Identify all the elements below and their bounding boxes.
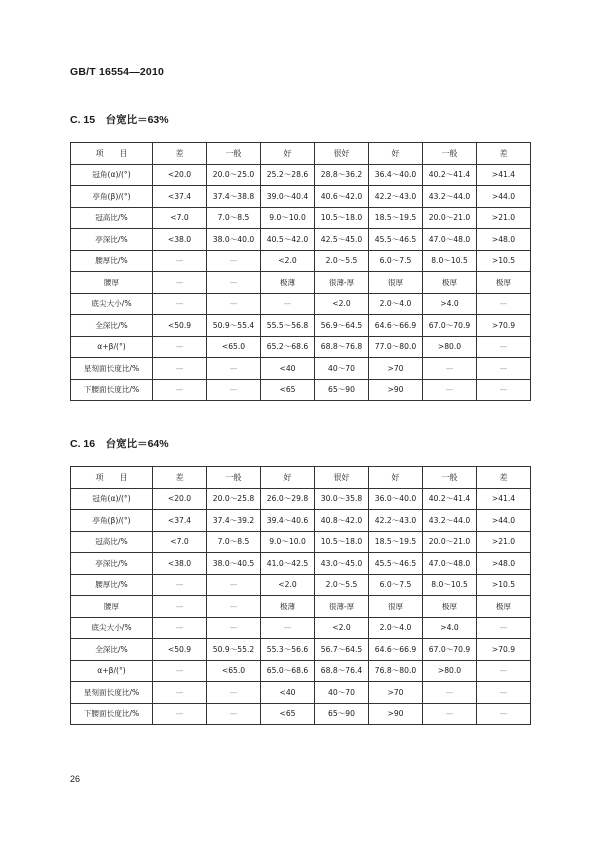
table-row [71, 229, 531, 251]
table-cell: 9.0～10.0 [261, 207, 315, 229]
row-label: 冠角(α)/(°) [71, 488, 153, 510]
table-row [71, 186, 531, 208]
table-row [71, 315, 531, 337]
table-row [71, 703, 531, 725]
table-cell: 6.0～7.5 [369, 250, 423, 272]
table-cell: >44.0 [477, 186, 531, 208]
column-header-item: 项 目 [71, 143, 153, 165]
table-row [71, 510, 531, 532]
table-cell: 40～70 [315, 682, 369, 704]
section-title-c16: C. 16 台宽比＝64% [70, 438, 169, 450]
column-header-grade: 好 [261, 143, 315, 165]
table-cell: <40 [261, 358, 315, 380]
row-label: 腰厚 [71, 272, 153, 294]
table-cell: 39.0～40.4 [261, 186, 315, 208]
column-header-grade: 好 [261, 467, 315, 489]
table-header-row [71, 467, 531, 489]
table-cell: 极薄 [261, 272, 315, 294]
table-cell: — [207, 293, 261, 315]
table-cell: 50.9～55.4 [207, 315, 261, 337]
table-cell: 37.4～38.8 [207, 186, 261, 208]
table-cell: 47.0～48.0 [423, 553, 477, 575]
table-cell: <37.4 [153, 510, 207, 532]
table-cell: <65 [261, 379, 315, 401]
column-header-grade: 差 [477, 143, 531, 165]
table-cell: — [207, 358, 261, 380]
table-cell: 很薄-厚 [315, 272, 369, 294]
table-cell: 26.0～29.8 [261, 488, 315, 510]
table-cell: — [153, 379, 207, 401]
table-cell: >80.0 [423, 336, 477, 358]
table-cell: <65 [261, 703, 315, 725]
row-label: 亭深比/% [71, 553, 153, 575]
table-row [71, 207, 531, 229]
table-cell: — [423, 682, 477, 704]
table-cell: <38.0 [153, 553, 207, 575]
table-cell: — [153, 617, 207, 639]
row-label: α+β/(°) [71, 336, 153, 358]
table-cell: 42.5～45.0 [315, 229, 369, 251]
table-cell: 37.4～39.2 [207, 510, 261, 532]
table-cell: 20.0～25.8 [207, 488, 261, 510]
row-label: 全深比/% [71, 315, 153, 337]
table-cell: 18.5～19.5 [369, 207, 423, 229]
table-cell: >41.4 [477, 164, 531, 186]
table-cell: 65～90 [315, 703, 369, 725]
table-cell: <2.0 [315, 293, 369, 315]
table-cell: — [207, 574, 261, 596]
table-cell: >48.0 [477, 229, 531, 251]
column-header-grade: 一般 [423, 467, 477, 489]
table-cell: 40.2～41.4 [423, 488, 477, 510]
table-cell: 42.2～43.0 [369, 510, 423, 532]
table-cell: 9.0～10.0 [261, 531, 315, 553]
table-row [71, 379, 531, 401]
table-cell: 7.0～8.5 [207, 531, 261, 553]
column-header-grade: 差 [153, 467, 207, 489]
table-cell: >48.0 [477, 553, 531, 575]
table-cell: >21.0 [477, 207, 531, 229]
table-row [71, 272, 531, 294]
table-cell: 28.8～36.2 [315, 164, 369, 186]
column-header-grade: 一般 [423, 143, 477, 165]
table-cell: >4.0 [423, 293, 477, 315]
row-label: 星刻面长度比/% [71, 682, 153, 704]
row-label: 下腰面长度比/% [71, 703, 153, 725]
table-cell: 67.0～70.9 [423, 639, 477, 661]
table-cell: — [153, 293, 207, 315]
row-label: 腰厚比/% [71, 574, 153, 596]
column-header-item: 项 目 [71, 467, 153, 489]
table-cell: — [477, 703, 531, 725]
table-cell: 7.0～8.5 [207, 207, 261, 229]
table-cell: 68.8～76.8 [315, 336, 369, 358]
table-cell: <40 [261, 682, 315, 704]
table-cell: >4.0 [423, 617, 477, 639]
row-label: 亭角(β)/(°) [71, 510, 153, 532]
table-row [71, 574, 531, 596]
table-cell: <2.0 [261, 574, 315, 596]
row-label: 亭角(β)/(°) [71, 186, 153, 208]
table-cell: 极厚 [423, 272, 477, 294]
table-cell: — [153, 574, 207, 596]
table-row [71, 660, 531, 682]
table-cell: — [423, 358, 477, 380]
table-cell: >70.9 [477, 315, 531, 337]
table-cell: >44.0 [477, 510, 531, 532]
table-row [71, 596, 531, 618]
row-label: 亭深比/% [71, 229, 153, 251]
page-number: 26 [70, 774, 81, 784]
table-cell: <38.0 [153, 229, 207, 251]
row-label: 腰厚 [71, 596, 153, 618]
table-cell: — [261, 617, 315, 639]
table-cell: 55.3～56.6 [261, 639, 315, 661]
table-cell: >10.5 [477, 250, 531, 272]
table-cell: — [477, 660, 531, 682]
table-cell: 67.0～70.9 [423, 315, 477, 337]
table-cell: 64.6～66.9 [369, 639, 423, 661]
row-label: 全深比/% [71, 639, 153, 661]
table-cell: 很厚 [369, 272, 423, 294]
table-row [71, 682, 531, 704]
table-cell: 20.0～25.0 [207, 164, 261, 186]
table-cell: 56.7～64.5 [315, 639, 369, 661]
table-cell: — [207, 379, 261, 401]
table-cell: <2.0 [261, 250, 315, 272]
row-label: 冠高比/% [71, 207, 153, 229]
table-cell: 很薄-厚 [315, 596, 369, 618]
table-cell: — [153, 660, 207, 682]
table-cell: 10.5～18.0 [315, 531, 369, 553]
column-header-grade: 差 [477, 467, 531, 489]
table-cell: >70 [369, 682, 423, 704]
table-cell: <65.0 [207, 660, 261, 682]
table-cell: 41.0～42.5 [261, 553, 315, 575]
table-cell: <50.9 [153, 639, 207, 661]
table-cell: 43.0～45.0 [315, 553, 369, 575]
table-cell: 65～90 [315, 379, 369, 401]
table-cell: 36.4～40.0 [369, 164, 423, 186]
table-cell: 39.4～40.6 [261, 510, 315, 532]
table-row [71, 336, 531, 358]
table-cell: — [477, 293, 531, 315]
table-cell: 30.0～35.8 [315, 488, 369, 510]
table-cell: — [207, 617, 261, 639]
table-cell: <20.0 [153, 164, 207, 186]
table-cell: — [477, 336, 531, 358]
table-cell: — [477, 379, 531, 401]
row-label: 腰厚比/% [71, 250, 153, 272]
table-cell: — [261, 293, 315, 315]
row-label: 星刻面长度比/% [71, 358, 153, 380]
table-cell: 68.8～76.4 [315, 660, 369, 682]
table-cell: 65.0～68.6 [261, 660, 315, 682]
column-header-grade: 好 [369, 467, 423, 489]
table-cell: — [423, 703, 477, 725]
table-cell: 55.5～56.8 [261, 315, 315, 337]
table-cell: — [477, 682, 531, 704]
table-cell: 42.2～43.0 [369, 186, 423, 208]
table-cell: 45.5～46.5 [369, 553, 423, 575]
column-header-grade: 好 [369, 143, 423, 165]
table-cell: 43.2～44.0 [423, 186, 477, 208]
table-cell: — [153, 272, 207, 294]
column-header-grade: 一般 [207, 143, 261, 165]
table-cell: 65.2～68.6 [261, 336, 315, 358]
table-cell: 38.0～40.0 [207, 229, 261, 251]
table-cell: — [153, 250, 207, 272]
table-cell: 2.0～4.0 [369, 293, 423, 315]
table-cell: — [477, 358, 531, 380]
table-cell: 50.9～55.2 [207, 639, 261, 661]
row-label: 冠高比/% [71, 531, 153, 553]
table-row [71, 250, 531, 272]
column-header-grade: 一般 [207, 467, 261, 489]
table-cell: <50.9 [153, 315, 207, 337]
table-cell: >10.5 [477, 574, 531, 596]
table-cell: 40.2～41.4 [423, 164, 477, 186]
table-cell: 8.0～10.5 [423, 250, 477, 272]
table-row [71, 488, 531, 510]
table-cell: 40.5～42.0 [261, 229, 315, 251]
table-cell: 8.0～10.5 [423, 574, 477, 596]
table-cell: 极厚 [477, 272, 531, 294]
table-c15 [70, 142, 531, 401]
table-cell: 极薄 [261, 596, 315, 618]
row-label: α+β/(°) [71, 660, 153, 682]
table-cell: <7.0 [153, 531, 207, 553]
table-cell: 25.2～28.6 [261, 164, 315, 186]
table-cell: 18.5～19.5 [369, 531, 423, 553]
row-label: 下腰面长度比/% [71, 379, 153, 401]
table-c16 [70, 466, 531, 725]
table-cell: >90 [369, 703, 423, 725]
table-cell: 20.0～21.0 [423, 207, 477, 229]
table-cell: — [423, 379, 477, 401]
table-cell: — [153, 703, 207, 725]
table-cell: 2.0～4.0 [369, 617, 423, 639]
table-cell: >70.9 [477, 639, 531, 661]
table-row [71, 164, 531, 186]
standard-code: GB/T 16554—2010 [70, 66, 165, 78]
table-cell: 43.2～44.0 [423, 510, 477, 532]
table-cell: — [477, 617, 531, 639]
table-cell: >80.0 [423, 660, 477, 682]
table-cell: 76.8～80.0 [369, 660, 423, 682]
table-cell: <20.0 [153, 488, 207, 510]
table-cell: 极厚 [423, 596, 477, 618]
section-title-c15: C. 15 台宽比＝63% [70, 114, 169, 126]
table-cell: 2.0～5.5 [315, 250, 369, 272]
table-cell: — [207, 682, 261, 704]
table-row [71, 531, 531, 553]
table-cell: >90 [369, 379, 423, 401]
table-cell: 很厚 [369, 596, 423, 618]
table-cell: 2.0～5.5 [315, 574, 369, 596]
table-cell: 36.0～40.0 [369, 488, 423, 510]
table-cell: — [153, 336, 207, 358]
table-cell: >70 [369, 358, 423, 380]
column-header-grade: 很好 [315, 143, 369, 165]
table-cell: 40.6～42.0 [315, 186, 369, 208]
table-row [71, 358, 531, 380]
table-cell: <2.0 [315, 617, 369, 639]
table-cell: 77.0～80.0 [369, 336, 423, 358]
table-row [71, 553, 531, 575]
table-cell: — [153, 682, 207, 704]
table-row [71, 293, 531, 315]
table-cell: — [153, 358, 207, 380]
table-cell: <37.4 [153, 186, 207, 208]
table-cell: >41.4 [477, 488, 531, 510]
table-cell: 45.5～46.5 [369, 229, 423, 251]
column-header-grade: 差 [153, 143, 207, 165]
table-cell: — [207, 703, 261, 725]
table-cell: 64.6～66.9 [369, 315, 423, 337]
table-cell: <65.0 [207, 336, 261, 358]
row-label: 底尖大小/% [71, 293, 153, 315]
table-cell: 56.9～64.5 [315, 315, 369, 337]
table-cell: 38.0～40.5 [207, 553, 261, 575]
table-cell: 极厚 [477, 596, 531, 618]
table-cell: <7.0 [153, 207, 207, 229]
table-cell: 47.0～48.0 [423, 229, 477, 251]
row-label: 冠角(α)/(°) [71, 164, 153, 186]
table-cell: 10.5～18.0 [315, 207, 369, 229]
table-cell: — [207, 272, 261, 294]
table-cell: >21.0 [477, 531, 531, 553]
table-cell: 20.0～21.0 [423, 531, 477, 553]
row-label: 底尖大小/% [71, 617, 153, 639]
column-header-grade: 很好 [315, 467, 369, 489]
table-cell: — [207, 250, 261, 272]
table-cell: 6.0～7.5 [369, 574, 423, 596]
table-cell: — [207, 596, 261, 618]
table-cell: 40～70 [315, 358, 369, 380]
table-row [71, 639, 531, 661]
table-row [71, 617, 531, 639]
table-cell: — [153, 596, 207, 618]
table-cell: 40.8～42.0 [315, 510, 369, 532]
table-header-row [71, 143, 531, 165]
